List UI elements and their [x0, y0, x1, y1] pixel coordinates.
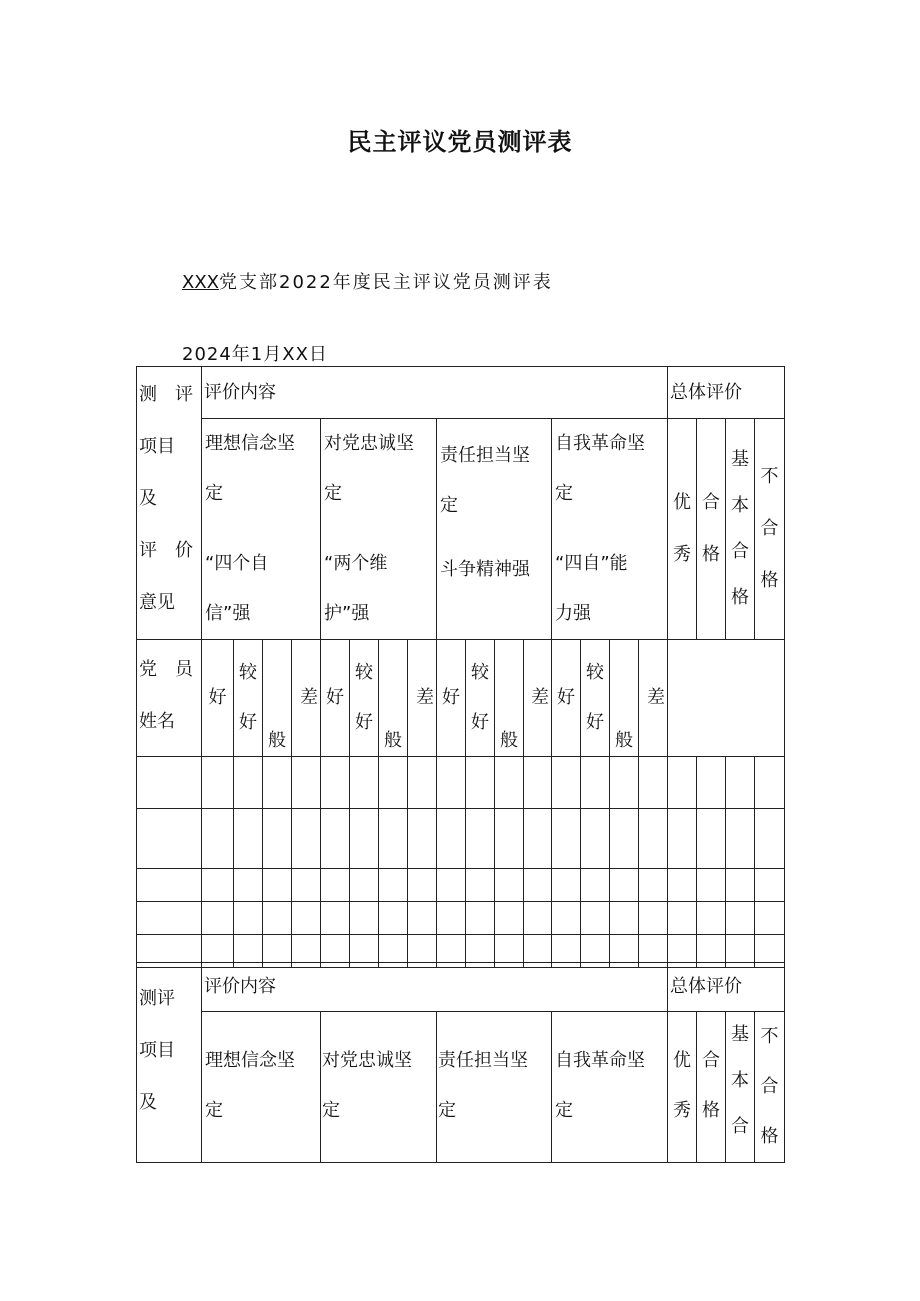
score-cell[interactable] — [639, 757, 668, 809]
score-cell[interactable] — [610, 757, 639, 809]
score-cell[interactable] — [408, 869, 437, 902]
score-cell[interactable] — [234, 902, 263, 935]
grade-cell[interactable] — [668, 902, 697, 935]
score-cell[interactable] — [466, 757, 495, 809]
score-cell[interactable] — [495, 902, 524, 935]
criterion-line: 定 — [555, 1100, 573, 1121]
criterion-line: “两个维 — [324, 553, 388, 574]
score-cell[interactable] — [552, 809, 581, 869]
table-row — [137, 902, 785, 935]
header-line: 姓名 — [139, 711, 175, 732]
score-cell[interactable] — [466, 809, 495, 869]
grade-cell[interactable] — [755, 809, 785, 869]
header-line: 及 — [139, 1092, 157, 1113]
grade-char: 格 — [702, 1100, 720, 1121]
grade-char: 本 — [731, 495, 749, 516]
grade-basically-qualified — [726, 419, 755, 640]
score-cell[interactable] — [408, 809, 437, 869]
member-name-header — [137, 640, 202, 757]
score-cell[interactable] — [350, 809, 379, 869]
score-cell[interactable] — [610, 902, 639, 935]
rating-poor: 差 — [408, 640, 437, 757]
rating-good: 好 — [552, 640, 581, 757]
score-cell[interactable] — [639, 902, 668, 935]
grade-unqualified — [755, 1012, 785, 1163]
overall-eval-header: 总体评价 — [668, 367, 785, 419]
eval-items-header-cell — [137, 963, 202, 1163]
rating-good: 好 — [437, 640, 466, 757]
grade-cell[interactable] — [697, 869, 726, 902]
score-cell[interactable] — [234, 809, 263, 869]
score-cell[interactable] — [263, 869, 292, 902]
overall-eval-header: 总体评价 — [668, 963, 785, 1012]
criterion-line: 对党忠诚坚 — [322, 1050, 412, 1071]
grade-char: 不 — [760, 1026, 779, 1047]
criterion-line: 责任担当坚 — [440, 445, 530, 466]
rating-poor: 差 — [639, 640, 668, 757]
score-cell[interactable] — [321, 902, 350, 935]
score-cell[interactable] — [292, 757, 321, 809]
score-cell[interactable] — [408, 902, 437, 935]
score-cell[interactable] — [350, 757, 379, 809]
member-name-cell[interactable] — [137, 869, 202, 902]
score-cell[interactable] — [437, 809, 466, 869]
criterion-self-revolution — [552, 1012, 668, 1163]
criterion-line: “四个自 — [205, 553, 269, 574]
grade-cell[interactable] — [697, 757, 726, 809]
table-row — [137, 869, 785, 902]
score-cell[interactable] — [581, 809, 610, 869]
header-line: 意见 — [139, 592, 175, 613]
rating-char: 较 — [239, 662, 257, 683]
score-cell[interactable] — [263, 902, 292, 935]
grade-char: 合 — [702, 492, 720, 513]
criterion-line: 定 — [555, 483, 573, 504]
grade-char: 合 — [731, 541, 749, 562]
document-title: 民主评议党员测评表 — [347, 128, 573, 156]
criterion-loyalty — [321, 419, 437, 640]
table-row — [137, 757, 785, 809]
score-cell[interactable] — [495, 809, 524, 869]
grade-char: 秀 — [673, 544, 691, 565]
grade-char: 本 — [731, 1070, 749, 1091]
header-line: 测 评 — [139, 384, 193, 405]
rating-char: 好 — [239, 712, 257, 733]
grade-char: 优 — [673, 492, 691, 513]
grade-char: 格 — [702, 544, 720, 565]
overall-blank-cell — [668, 640, 785, 757]
criterion-line: 定 — [205, 483, 223, 504]
grade-unqualified — [755, 419, 785, 640]
rating-fairly-good — [234, 640, 263, 757]
score-cell[interactable] — [610, 809, 639, 869]
evaluation-table-continued — [136, 962, 785, 1163]
rating-char: 好 — [471, 712, 489, 733]
criterion-responsibility — [437, 1012, 552, 1163]
grade-cell[interactable] — [755, 757, 785, 809]
grade-char: 基 — [731, 1024, 749, 1045]
score-cell[interactable] — [202, 809, 234, 869]
rating-fairly-good — [466, 640, 495, 757]
score-cell[interactable] — [552, 869, 581, 902]
criterion-self-revolution — [552, 419, 668, 640]
evaluation-table — [136, 366, 785, 968]
criterion-line: 定 — [205, 1100, 223, 1121]
member-name-cell[interactable] — [137, 902, 202, 935]
table-row — [137, 809, 785, 869]
score-cell[interactable] — [321, 757, 350, 809]
rating-char: 较 — [586, 662, 604, 683]
score-cell[interactable] — [292, 869, 321, 902]
grade-excellent — [668, 1012, 697, 1163]
criterion-responsibility — [437, 419, 552, 640]
criterion-line: 自我革命坚 — [555, 433, 645, 454]
grade-excellent — [668, 419, 697, 640]
score-cell[interactable] — [639, 809, 668, 869]
score-cell[interactable] — [379, 902, 408, 935]
criterion-line: 定 — [322, 1100, 340, 1121]
score-cell[interactable] — [234, 869, 263, 902]
member-name-cell[interactable] — [137, 809, 202, 869]
rating-good: 好 — [202, 640, 234, 757]
criterion-line: 斗争精神强 — [440, 559, 530, 580]
grade-char: 格 — [760, 1126, 779, 1147]
rating-average: 般 — [610, 640, 639, 757]
grade-cell[interactable] — [697, 902, 726, 935]
score-cell[interactable] — [524, 902, 552, 935]
rating-char: 较 — [355, 662, 373, 683]
criterion-line: 自我革命坚 — [555, 1050, 645, 1071]
score-cell[interactable] — [408, 757, 437, 809]
grade-basically-qualified — [726, 1012, 755, 1163]
grade-cell[interactable] — [668, 809, 697, 869]
grade-cell[interactable] — [697, 809, 726, 869]
score-cell[interactable] — [202, 869, 234, 902]
grade-char: 合 — [702, 1050, 720, 1071]
rating-char: 好 — [355, 712, 373, 733]
criterion-line: 护”强 — [324, 603, 370, 624]
grade-cell[interactable] — [726, 869, 755, 902]
criterion-line: “四自”能 — [555, 553, 628, 574]
score-cell[interactable] — [581, 757, 610, 809]
score-cell[interactable] — [581, 869, 610, 902]
grade-char: 格 — [760, 570, 779, 591]
criterion-ideal-faith — [202, 419, 321, 640]
score-cell[interactable] — [202, 757, 234, 809]
score-cell[interactable] — [495, 869, 524, 902]
grade-char: 不 — [760, 466, 779, 487]
criterion-line: 信”强 — [205, 603, 251, 624]
grade-cell[interactable] — [726, 902, 755, 935]
score-cell[interactable] — [524, 757, 552, 809]
rating-header-row — [137, 640, 785, 757]
subtitle-text: 党支部2022年度民主评议党员测评表 — [219, 272, 553, 293]
header-line: 项目 — [139, 436, 175, 457]
score-cell[interactable] — [466, 902, 495, 935]
score-cell[interactable] — [581, 902, 610, 935]
grade-char: 合 — [760, 518, 779, 539]
grade-cell[interactable] — [726, 809, 755, 869]
header-line: 项目 — [139, 1040, 175, 1061]
grade-char: 优 — [673, 1050, 691, 1071]
grade-char: 合 — [760, 1076, 779, 1097]
grade-cell[interactable] — [668, 757, 697, 809]
form-subtitle — [182, 268, 553, 294]
rating-fairly-good — [350, 640, 379, 757]
score-cell[interactable] — [379, 809, 408, 869]
criterion-line: 责任担当坚 — [438, 1050, 528, 1071]
criterion-line: 定 — [440, 495, 458, 516]
score-cell[interactable] — [350, 869, 379, 902]
header-line: 测评 — [139, 988, 175, 1009]
score-cell[interactable] — [524, 809, 552, 869]
score-cell[interactable] — [437, 757, 466, 809]
score-cell[interactable] — [437, 902, 466, 935]
grade-cell[interactable] — [755, 902, 785, 935]
form-date: 2024年1月XX日 — [182, 344, 328, 365]
score-cell[interactable] — [639, 869, 668, 902]
criterion-line: 定 — [324, 483, 342, 504]
grade-qualified — [697, 1012, 726, 1163]
eval-items-header-cell — [137, 367, 202, 640]
criterion-line: 理想信念坚 — [205, 433, 295, 454]
score-cell[interactable] — [321, 809, 350, 869]
grade-char: 格 — [731, 587, 749, 608]
rating-char: 好 — [586, 712, 604, 733]
rating-char: 较 — [471, 662, 489, 683]
score-cell[interactable] — [321, 869, 350, 902]
grade-char: 基 — [731, 449, 749, 470]
grade-qualified — [697, 419, 726, 640]
grade-cell[interactable] — [726, 757, 755, 809]
score-cell[interactable] — [292, 902, 321, 935]
score-cell[interactable] — [524, 869, 552, 902]
header-line: 及 — [139, 488, 157, 509]
member-name-cell[interactable] — [137, 757, 202, 809]
criterion-line: 力强 — [555, 603, 591, 624]
score-cell[interactable] — [350, 902, 379, 935]
score-cell[interactable] — [263, 757, 292, 809]
eval-content-header: 评价内容 — [202, 367, 668, 419]
rating-poor: 差 — [524, 640, 552, 757]
rating-average: 般 — [495, 640, 524, 757]
grade-cell[interactable] — [668, 869, 697, 902]
score-cell[interactable] — [292, 809, 321, 869]
score-cell[interactable] — [466, 869, 495, 902]
rating-poor: 差 — [292, 640, 321, 757]
grade-char: 秀 — [673, 1100, 691, 1121]
criterion-line: 定 — [438, 1100, 456, 1121]
score-cell[interactable] — [234, 757, 263, 809]
grade-cell[interactable] — [755, 869, 785, 902]
score-cell[interactable] — [379, 757, 408, 809]
rating-good: 好 — [321, 640, 350, 757]
header-line: 评 价 — [139, 540, 193, 561]
score-cell[interactable] — [263, 809, 292, 869]
score-cell[interactable] — [379, 869, 408, 902]
score-cell[interactable] — [552, 757, 581, 809]
score-cell[interactable] — [495, 757, 524, 809]
eval-content-header: 评价内容 — [202, 963, 668, 1012]
score-cell[interactable] — [437, 869, 466, 902]
rating-average: 般 — [379, 640, 408, 757]
header-line: 党 员 — [139, 659, 193, 680]
criterion-loyalty — [321, 1012, 437, 1163]
rating-average: 般 — [263, 640, 292, 757]
criterion-ideal-faith — [202, 1012, 321, 1163]
score-cell[interactable] — [552, 902, 581, 935]
score-cell[interactable] — [610, 869, 639, 902]
grade-char: 合 — [731, 1116, 749, 1137]
score-cell[interactable] — [202, 902, 234, 935]
rating-fairly-good — [581, 640, 610, 757]
org-name: XXX — [182, 272, 219, 293]
criterion-line: 理想信念坚 — [205, 1050, 295, 1071]
criterion-line: 对党忠诚坚 — [324, 433, 414, 454]
